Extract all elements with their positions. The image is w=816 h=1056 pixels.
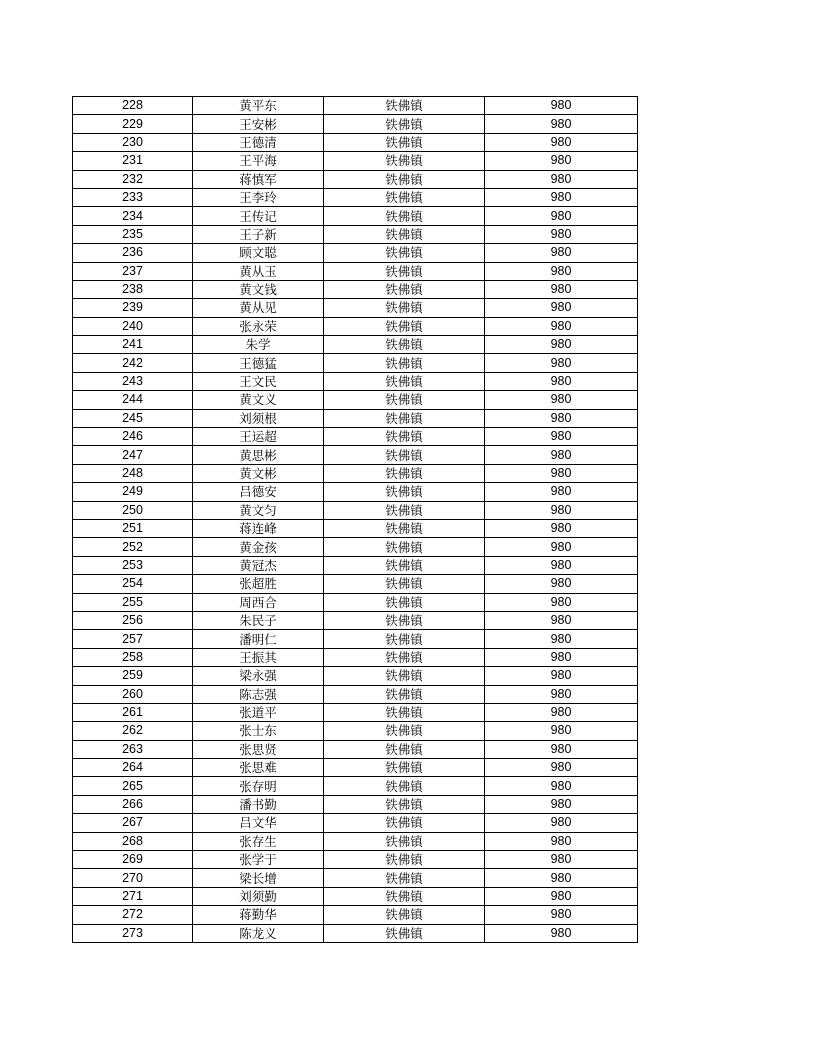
table-row	[73, 777, 638, 795]
cell-number: 243	[73, 372, 193, 390]
cell-name: 王振其	[193, 648, 324, 666]
cell-name: 周西合	[193, 593, 324, 611]
cell-name: 王传记	[193, 207, 324, 225]
cell-amount: 980	[485, 317, 638, 335]
cell-number: 228	[73, 97, 193, 115]
table-row	[73, 795, 638, 813]
table-row	[73, 317, 638, 335]
cell-name: 吕文华	[193, 814, 324, 832]
cell-amount: 980	[485, 538, 638, 556]
cell-town: 铁佛镇	[324, 391, 485, 409]
cell-name: 王安彬	[193, 115, 324, 133]
cell-number: 256	[73, 611, 193, 629]
cell-amount: 980	[485, 630, 638, 648]
cell-amount: 980	[485, 244, 638, 262]
cell-name: 黄文匀	[193, 501, 324, 519]
table-row	[73, 170, 638, 188]
table-row	[73, 924, 638, 942]
cell-town: 铁佛镇	[324, 409, 485, 427]
cell-town: 铁佛镇	[324, 317, 485, 335]
cell-name: 潘书勤	[193, 795, 324, 813]
cell-amount: 980	[485, 759, 638, 777]
cell-name: 黄冠杰	[193, 556, 324, 574]
table-row	[73, 262, 638, 280]
cell-number: 245	[73, 409, 193, 427]
cell-name: 黄文彬	[193, 464, 324, 482]
cell-name: 黄文义	[193, 391, 324, 409]
table-row	[73, 814, 638, 832]
cell-amount: 980	[485, 924, 638, 942]
cell-number: 235	[73, 225, 193, 243]
table-row	[73, 133, 638, 151]
cell-town: 铁佛镇	[324, 538, 485, 556]
table-row	[73, 501, 638, 519]
cell-amount: 980	[485, 851, 638, 869]
cell-amount: 980	[485, 409, 638, 427]
cell-town: 铁佛镇	[324, 428, 485, 446]
cell-town: 铁佛镇	[324, 924, 485, 942]
cell-town: 铁佛镇	[324, 225, 485, 243]
cell-name: 吕德安	[193, 483, 324, 501]
cell-name: 梁永强	[193, 667, 324, 685]
cell-amount: 980	[485, 703, 638, 721]
table-row	[73, 722, 638, 740]
cell-town: 铁佛镇	[324, 372, 485, 390]
cell-amount: 980	[485, 611, 638, 629]
cell-amount: 980	[485, 262, 638, 280]
cell-town: 铁佛镇	[324, 906, 485, 924]
table-row	[73, 428, 638, 446]
cell-name: 朱民子	[193, 611, 324, 629]
cell-number: 267	[73, 814, 193, 832]
cell-name: 张存生	[193, 832, 324, 850]
table-row	[73, 593, 638, 611]
cell-amount: 980	[485, 593, 638, 611]
cell-amount: 980	[485, 556, 638, 574]
table-row	[73, 336, 638, 354]
cell-name: 张永荣	[193, 317, 324, 335]
cell-town: 铁佛镇	[324, 354, 485, 372]
cell-name: 黄从见	[193, 299, 324, 317]
cell-number: 258	[73, 648, 193, 666]
cell-town: 铁佛镇	[324, 869, 485, 887]
cell-name: 蒋勤华	[193, 906, 324, 924]
table-row	[73, 244, 638, 262]
table-row	[73, 869, 638, 887]
cell-town: 铁佛镇	[324, 336, 485, 354]
cell-name: 陈龙义	[193, 924, 324, 942]
cell-town: 铁佛镇	[324, 575, 485, 593]
cell-name: 王李玲	[193, 188, 324, 206]
cell-amount: 980	[485, 152, 638, 170]
cell-number: 255	[73, 593, 193, 611]
cell-town: 铁佛镇	[324, 667, 485, 685]
cell-amount: 980	[485, 722, 638, 740]
cell-number: 244	[73, 391, 193, 409]
cell-town: 铁佛镇	[324, 207, 485, 225]
cell-number: 269	[73, 851, 193, 869]
cell-amount: 980	[485, 299, 638, 317]
table-row	[73, 519, 638, 537]
cell-amount: 980	[485, 428, 638, 446]
table-row	[73, 703, 638, 721]
cell-name: 张超胜	[193, 575, 324, 593]
cell-number: 261	[73, 703, 193, 721]
cell-amount: 980	[485, 814, 638, 832]
roster-table	[72, 96, 638, 943]
cell-amount: 980	[485, 97, 638, 115]
cell-amount: 980	[485, 188, 638, 206]
roster-table-body	[73, 97, 638, 943]
table-row	[73, 851, 638, 869]
cell-town: 铁佛镇	[324, 832, 485, 850]
cell-number: 254	[73, 575, 193, 593]
cell-amount: 980	[485, 446, 638, 464]
cell-number: 247	[73, 446, 193, 464]
cell-amount: 980	[485, 519, 638, 537]
cell-name: 刘须勤	[193, 887, 324, 905]
cell-number: 262	[73, 722, 193, 740]
table-row	[73, 667, 638, 685]
cell-name: 王运超	[193, 428, 324, 446]
cell-amount: 980	[485, 115, 638, 133]
cell-town: 铁佛镇	[324, 630, 485, 648]
cell-name: 王文民	[193, 372, 324, 390]
cell-number: 241	[73, 336, 193, 354]
cell-amount: 980	[485, 685, 638, 703]
cell-town: 铁佛镇	[324, 170, 485, 188]
cell-amount: 980	[485, 170, 638, 188]
cell-number: 271	[73, 887, 193, 905]
cell-name: 潘明仁	[193, 630, 324, 648]
table-row	[73, 152, 638, 170]
cell-town: 铁佛镇	[324, 703, 485, 721]
table-row	[73, 446, 638, 464]
cell-name: 梁长增	[193, 869, 324, 887]
cell-number: 233	[73, 188, 193, 206]
cell-name: 蒋慎军	[193, 170, 324, 188]
cell-name: 黄平东	[193, 97, 324, 115]
cell-number: 257	[73, 630, 193, 648]
cell-town: 铁佛镇	[324, 593, 485, 611]
cell-name: 顾文聪	[193, 244, 324, 262]
cell-number: 249	[73, 483, 193, 501]
cell-amount: 980	[485, 667, 638, 685]
table-row	[73, 630, 638, 648]
cell-town: 铁佛镇	[324, 611, 485, 629]
table-row	[73, 225, 638, 243]
table-row	[73, 372, 638, 390]
table-row	[73, 538, 638, 556]
cell-number: 238	[73, 280, 193, 298]
table-row	[73, 464, 638, 482]
cell-amount: 980	[485, 869, 638, 887]
cell-town: 铁佛镇	[324, 814, 485, 832]
table-row	[73, 354, 638, 372]
cell-town: 铁佛镇	[324, 280, 485, 298]
cell-town: 铁佛镇	[324, 299, 485, 317]
cell-number: 264	[73, 759, 193, 777]
cell-town: 铁佛镇	[324, 115, 485, 133]
table-row	[73, 556, 638, 574]
table-row	[73, 685, 638, 703]
cell-name: 蒋连峰	[193, 519, 324, 537]
table-row	[73, 115, 638, 133]
cell-amount: 980	[485, 832, 638, 850]
cell-name: 王子新	[193, 225, 324, 243]
cell-number: 229	[73, 115, 193, 133]
cell-name: 黄从玉	[193, 262, 324, 280]
cell-amount: 980	[485, 887, 638, 905]
cell-town: 铁佛镇	[324, 777, 485, 795]
cell-amount: 980	[485, 906, 638, 924]
cell-number: 259	[73, 667, 193, 685]
table-row	[73, 483, 638, 501]
cell-number: 265	[73, 777, 193, 795]
cell-town: 铁佛镇	[324, 740, 485, 758]
cell-number: 252	[73, 538, 193, 556]
cell-number: 242	[73, 354, 193, 372]
cell-number: 270	[73, 869, 193, 887]
cell-name: 张思贤	[193, 740, 324, 758]
table-row	[73, 759, 638, 777]
cell-number: 236	[73, 244, 193, 262]
cell-number: 273	[73, 924, 193, 942]
cell-name: 黄思彬	[193, 446, 324, 464]
table-row	[73, 575, 638, 593]
table-row	[73, 887, 638, 905]
cell-amount: 980	[485, 501, 638, 519]
cell-town: 铁佛镇	[324, 685, 485, 703]
cell-number: 251	[73, 519, 193, 537]
cell-amount: 980	[485, 280, 638, 298]
table-row	[73, 409, 638, 427]
cell-name: 张存明	[193, 777, 324, 795]
cell-amount: 980	[485, 483, 638, 501]
cell-number: 246	[73, 428, 193, 446]
cell-number: 239	[73, 299, 193, 317]
cell-amount: 980	[485, 795, 638, 813]
cell-amount: 980	[485, 391, 638, 409]
cell-town: 铁佛镇	[324, 97, 485, 115]
cell-town: 铁佛镇	[324, 446, 485, 464]
cell-name: 张思难	[193, 759, 324, 777]
cell-amount: 980	[485, 464, 638, 482]
cell-number: 230	[73, 133, 193, 151]
cell-town: 铁佛镇	[324, 795, 485, 813]
cell-number: 268	[73, 832, 193, 850]
cell-town: 铁佛镇	[324, 851, 485, 869]
cell-town: 铁佛镇	[324, 483, 485, 501]
cell-name: 王德猛	[193, 354, 324, 372]
cell-name: 刘须根	[193, 409, 324, 427]
cell-town: 铁佛镇	[324, 887, 485, 905]
cell-amount: 980	[485, 648, 638, 666]
cell-number: 272	[73, 906, 193, 924]
cell-name: 黄文钱	[193, 280, 324, 298]
cell-name: 王德清	[193, 133, 324, 151]
table-row	[73, 906, 638, 924]
cell-town: 铁佛镇	[324, 262, 485, 280]
cell-town: 铁佛镇	[324, 244, 485, 262]
table-row	[73, 207, 638, 225]
cell-name: 黄金孩	[193, 538, 324, 556]
table-row	[73, 648, 638, 666]
table-row	[73, 188, 638, 206]
cell-amount: 980	[485, 354, 638, 372]
cell-number: 234	[73, 207, 193, 225]
cell-amount: 980	[485, 207, 638, 225]
cell-number: 253	[73, 556, 193, 574]
cell-amount: 980	[485, 133, 638, 151]
cell-town: 铁佛镇	[324, 464, 485, 482]
cell-number: 231	[73, 152, 193, 170]
table-row	[73, 97, 638, 115]
table-row	[73, 280, 638, 298]
cell-name: 王平海	[193, 152, 324, 170]
cell-name: 张学于	[193, 851, 324, 869]
cell-number: 248	[73, 464, 193, 482]
cell-town: 铁佛镇	[324, 501, 485, 519]
cell-name: 张道平	[193, 703, 324, 721]
cell-amount: 980	[485, 777, 638, 795]
table-row	[73, 832, 638, 850]
cell-town: 铁佛镇	[324, 556, 485, 574]
cell-number: 263	[73, 740, 193, 758]
cell-name: 陈志强	[193, 685, 324, 703]
cell-town: 铁佛镇	[324, 722, 485, 740]
table-row	[73, 391, 638, 409]
cell-number: 240	[73, 317, 193, 335]
cell-number: 237	[73, 262, 193, 280]
cell-number: 260	[73, 685, 193, 703]
cell-town: 铁佛镇	[324, 759, 485, 777]
cell-amount: 980	[485, 336, 638, 354]
table-row	[73, 740, 638, 758]
cell-town: 铁佛镇	[324, 188, 485, 206]
cell-name: 张士东	[193, 722, 324, 740]
cell-town: 铁佛镇	[324, 519, 485, 537]
cell-number: 250	[73, 501, 193, 519]
cell-amount: 980	[485, 575, 638, 593]
cell-town: 铁佛镇	[324, 152, 485, 170]
cell-town: 铁佛镇	[324, 133, 485, 151]
cell-amount: 980	[485, 740, 638, 758]
cell-amount: 980	[485, 372, 638, 390]
cell-name: 朱学	[193, 336, 324, 354]
cell-number: 232	[73, 170, 193, 188]
table-row	[73, 611, 638, 629]
cell-amount: 980	[485, 225, 638, 243]
table-row	[73, 299, 638, 317]
cell-town: 铁佛镇	[324, 648, 485, 666]
cell-number: 266	[73, 795, 193, 813]
